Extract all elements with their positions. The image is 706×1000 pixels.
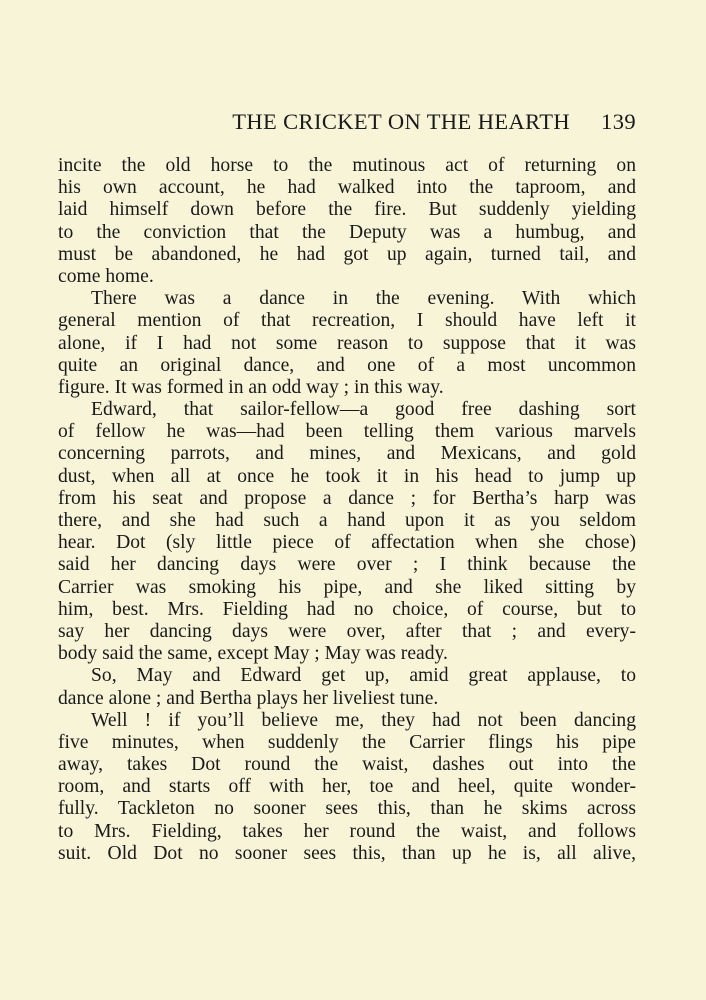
text-line: Carrier was smoking his pipe, and she liked sitting by [58,576,636,598]
text-line: alone, if I had not some reason to suppose that it was [58,332,636,354]
paragraph [58,710,636,865]
text-line: away, takes Dot round the waist, dashes out into the [58,754,636,776]
text-line: dust, when all at once he took it in his head to jump up [58,465,636,487]
text-line: laid himself down before the fire. But suddenly yielding [58,199,636,221]
text-line: hear. Dot (sly little piece of affectation when she chose) [58,532,636,554]
page-number: 139 [601,109,636,134]
paragraph [58,288,636,399]
text-line: to Mrs. Fielding, takes her round the waist, and follows [58,820,636,842]
text-line: dance alone ; and Bertha plays her liveliest tune. [58,687,439,709]
running-title: THE CRICKET ON THE HEARTH [232,109,570,134]
running-header [58,109,636,139]
text-line: Well ! if you’ll believe me, they had not been dancing [91,709,636,731]
text-line: five minutes, when suddenly the Carrier flings his pipe [58,731,636,753]
text-line: room, and starts off with her, toe and heel, quite wonder- [58,776,636,798]
text-line: his own account, he had walked into the taproom, and [58,177,636,199]
text-line: So, May and Edward get up, amid great applause, to [91,665,636,687]
text-line: come home. [58,265,154,287]
text-line: Edward, that sailor-fellow—a good free dashing sort [91,399,636,421]
text-line: concerning parrots, and mines, and Mexicans, and gold [58,443,636,465]
text-line: general mention of that recreation, I should have left it [58,310,636,332]
body-text [58,155,636,865]
text-line: must be abandoned, he had got up again, turned tail, and [58,243,636,265]
text-line: him, best. Mrs. Fielding had no choice, of course, but to [58,598,636,620]
text-line: suit. Old Dot no sooner sees this, than up he is, all alive, [58,842,636,864]
text-line: body said the same, except May ; May was ready. [58,643,448,665]
text-line: of fellow he was—had been telling them various marvels [58,421,636,443]
text-line: to the conviction that the Deputy was a humbug, and [58,221,636,243]
text-line: from his seat and propose a dance ; for Bertha’s harp was [58,487,636,509]
text-line: said her dancing days were over ; I think because the [58,554,636,576]
text-line: fully. Tackleton no sooner sees this, than he skims across [58,798,636,820]
text-line: there, and she had such a hand upon it as you seldom [58,510,636,531]
text-line: incite the old horse to the mutinous act of returning on [58,155,636,176]
text-line: There was a dance in the evening. With which [91,288,636,310]
text-line: quite an original dance, and one of a most uncommon [58,354,636,376]
text-line: figure. It was formed in an odd way ; in this way. [58,376,444,398]
paragraph [58,665,636,709]
text-line: say her dancing days were over, after that ; and every- [58,620,636,642]
paragraph [58,399,636,665]
paragraph [58,155,636,288]
